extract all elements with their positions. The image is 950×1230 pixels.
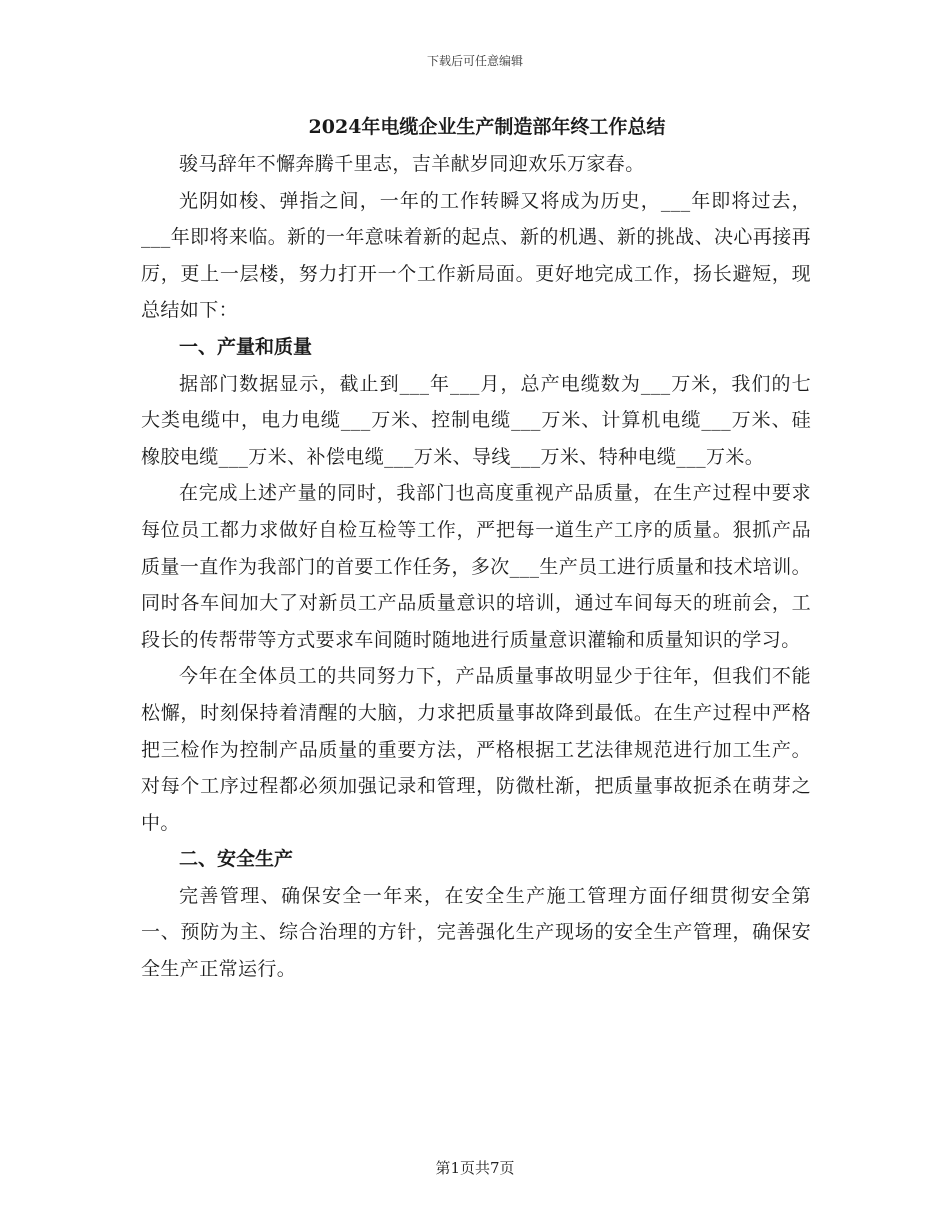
- section-heading: 二、安全生产: [179, 848, 294, 871]
- header-note: 下载后可任意编辑: [426, 54, 523, 68]
- paragraph: 骏马辞年不懈奔腾千里志，吉羊献岁同迎欢乐万家春。: [179, 153, 645, 175]
- section-heading: 一、产量和质量: [179, 335, 313, 358]
- paragraph: 在完成上述产量的同时，我部门也高度重视产品质量，在生产过程中要求每位员工都力求做好自检互检等工作，严把每一道生产工序的质量。狠抓产品质量一直作为我部门的首要工作任务，多次___生产员工进行质量和技术培训。同时各车间加大了对新员工产品质量意识的培训，通过车间每天的班前会，工段长的传帮带等方式要求车间随时随地进行质量意识灌输和质量知识的学习。: [141, 482, 811, 651]
- paragraph: 今年在全体员工的共同努力下，产品质量事故明显少于往年，但我们不能松懈，时刻保持着清醒的大脑，力求把质量事故降到最低。在生产过程中严格把三检作为控制产品质量的重要方法，严格根据工艺法律规范进行加工生产。对每个工序过程都必须加强记录和管理，防微杜渐，把质量事故扼杀在萌芽之中。: [141, 665, 811, 834]
- paragraph: 光阴如梭、弹指之间，一年的工作转瞬又将成为历史，___年即将过去，___年即将来临。新的一年意味着新的起点、新的机遇、新的挑战、决心再接再厉，更上一层楼，努力打开一个工作新局面。更好地完成工作，扬长避短，现总结如下：: [141, 189, 811, 322]
- paragraph: 完善管理、确保安全一年来，在安全生产施工管理方面仔细贯彻安全第一、预防为主、综合治理的方针，完善强化生产现场的安全生产管理，确保安全生产正常运行。: [141, 884, 811, 981]
- document-body: [141, 108, 811, 988]
- page-footer: 第1页共7页: [435, 1159, 515, 1177]
- paragraph: 据部门数据显示，截止到___年___月，总产电缆数为___万米，我们的七大类电缆中，电力电缆___万米、控制电缆___万米、计算机电缆___万米、硅橡胶电缆___万米、补偿电缆___万米、导线___万米、特种电缆___万米。: [141, 372, 811, 468]
- document-title: 2024年电缆企业生产制造部年终工作总结: [308, 116, 666, 138]
